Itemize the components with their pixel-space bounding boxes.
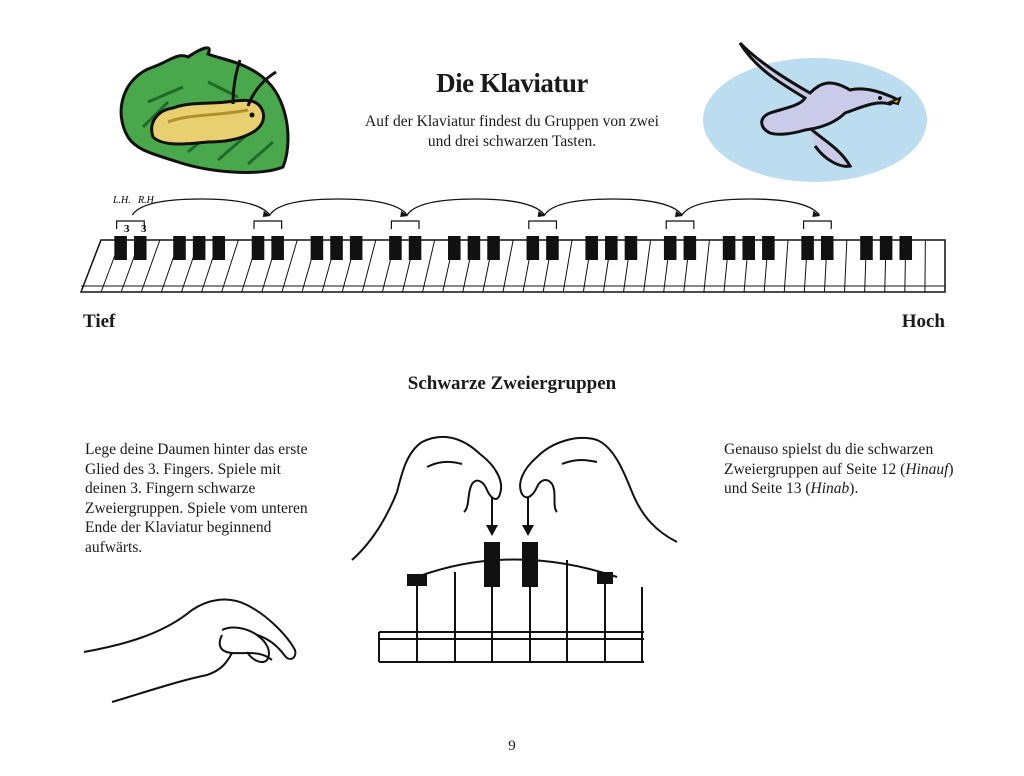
ref-part1: Genauso spielst du die schwarzen Zweiergruppen auf Seite 12 (	[724, 441, 934, 478]
right-hand-label: R.H.	[138, 195, 157, 206]
ref-part3: ).	[849, 480, 859, 497]
black-key	[409, 236, 422, 260]
black-key	[134, 236, 147, 260]
black-key	[821, 236, 834, 260]
black-key	[527, 236, 540, 260]
jump-arrow	[270, 199, 407, 215]
black-key	[684, 236, 697, 260]
black-key	[389, 236, 402, 260]
black-key	[330, 236, 343, 260]
black-key	[880, 236, 893, 260]
thumb-third-finger-hand-icon	[82, 590, 302, 705]
black-key	[585, 236, 598, 260]
ref-hinab: Hinab	[810, 480, 850, 497]
group-bracket	[529, 221, 557, 229]
intro-text: Auf der Klaviatur findest du Gruppen von zwei und drei schwarzen Tasten.	[365, 113, 659, 150]
ref-hinauf: Hinauf	[905, 460, 949, 478]
group-bracket	[804, 221, 832, 229]
black-key	[664, 236, 677, 260]
snail-on-leaf-illustration	[108, 42, 293, 177]
high-label: Hoch	[901, 311, 945, 332]
black-key	[605, 236, 618, 260]
black-key	[801, 236, 814, 260]
jump-arrow	[545, 199, 682, 215]
black-key	[487, 236, 500, 260]
instruction-text: Lege deine Daumen hinter das erste Glied des 3. Fingers. Spiele mit deinen 3. Fingern schwarze Zweiergruppen. Spiele vom unteren Ende der Klaviatur beginnend aufwärts.	[85, 441, 308, 556]
black-key	[723, 236, 736, 260]
black-key	[311, 236, 324, 260]
black-key	[899, 236, 912, 260]
left-hand-label: L.H.	[113, 195, 131, 206]
group-bracket	[254, 221, 282, 229]
group-arrows	[132, 199, 820, 217]
group-bracket	[391, 221, 419, 229]
black-key	[212, 236, 225, 260]
finger-number-left: 3	[124, 223, 130, 235]
black-key	[350, 236, 363, 260]
section-title: Schwarze Zweiergruppen	[407, 373, 617, 394]
seagull-illustration	[700, 38, 930, 188]
black-key	[625, 236, 638, 260]
piano-keyboard	[0, 185, 1024, 300]
black-key	[448, 236, 461, 260]
ref-part2: ) und Seite 13 (	[724, 460, 954, 497]
black-key	[252, 236, 265, 260]
group-bracket	[666, 221, 694, 229]
group-brackets	[117, 221, 832, 229]
black-key	[271, 236, 284, 260]
black-key	[173, 236, 186, 260]
black-key	[114, 236, 127, 260]
reference-text	[724, 440, 969, 499]
page-title: Die Klaviatur	[436, 68, 588, 98]
page-number: 9	[508, 738, 516, 754]
finger-number-right: 3	[141, 223, 147, 235]
jump-arrow	[682, 199, 819, 215]
low-label: Tief	[83, 311, 116, 332]
jump-arrow	[407, 199, 544, 215]
hands-on-black-keys-icon	[352, 432, 682, 667]
black-key	[860, 236, 873, 260]
black-key	[468, 236, 481, 260]
black-key	[742, 236, 755, 260]
black-key	[762, 236, 775, 260]
black-key	[546, 236, 559, 260]
black-key	[193, 236, 206, 260]
keys	[81, 236, 945, 292]
